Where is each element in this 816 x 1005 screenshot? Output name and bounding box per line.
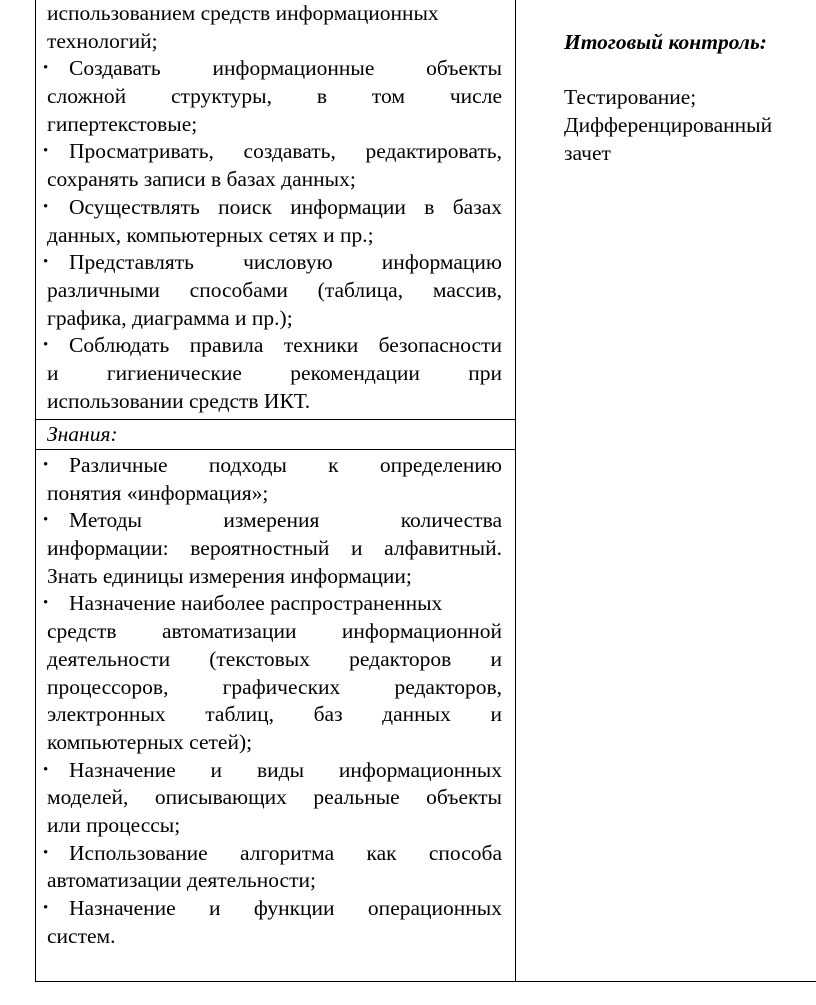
knowledge-item-2 <box>43 507 502 590</box>
row-divider-1 <box>35 419 516 420</box>
final-control-line-2: Дифференцированный <box>564 113 773 138</box>
knowledge-item-1-line-1: Различные подходы к определению <box>69 453 502 477</box>
knowledge-item-3-line-6: компьютерных сетей); <box>47 729 253 754</box>
knowledge-heading: Знания: <box>47 422 118 446</box>
skills-item-1 <box>43 55 502 138</box>
knowledge-item-4-line-3: или процессы; <box>47 812 181 837</box>
bullet-icon: • <box>43 512 49 529</box>
knowledge-item-1 <box>43 452 502 507</box>
bullet-icon: • <box>43 844 49 861</box>
bullet-icon: • <box>43 198 49 215</box>
spacer-line <box>564 57 809 85</box>
skills-item-5 <box>43 332 502 415</box>
knowledge-item-2-line-3: Знать единицы измерения информации; <box>47 563 412 588</box>
knowledge-item-4-line-1: Назначение и виды информационных <box>69 757 502 782</box>
knowledge-item-3-line-3: деятельности (текстовых редакторов и <box>47 646 502 671</box>
knowledge-item-6-line-2: систем. <box>47 923 116 948</box>
final-control-cell <box>564 29 809 167</box>
skills-item-1-line-1: Создавать информационные объекты <box>69 56 502 81</box>
bullet-icon: • <box>43 337 49 354</box>
continuation-line-1: использованием средств информационных <box>47 1 439 25</box>
knowledge-item-4 <box>43 757 502 840</box>
final-control-title: Итоговый контроль: <box>564 30 767 54</box>
bullet-icon: • <box>43 143 49 160</box>
knowledge-item-1-line-2: понятия «информация»; <box>47 480 269 505</box>
knowledge-item-3 <box>43 590 502 756</box>
knowledge-item-5-line-1: Использование алгоритма как способа <box>69 840 502 865</box>
knowledge-item-3-line-4: процессоров, графических редакторов, <box>47 674 502 699</box>
table-border-middle <box>515 0 516 982</box>
final-control-line-1: Тестирование; <box>564 85 697 110</box>
skills-item-3-line-1: Осуществлять поиск информации в базах <box>69 194 502 219</box>
bullet-icon: • <box>43 60 49 77</box>
final-control-line-3: зачет <box>564 140 611 165</box>
skills-item-4 <box>43 249 502 332</box>
knowledge-item-2-line-2: информации: вероятностный и алфавитный. <box>47 536 502 561</box>
knowledge-item-3-line-5: электронных таблиц, баз данных и <box>47 702 502 727</box>
bullet-icon: • <box>43 457 49 473</box>
skills-item-1-line-3: гипертекстовые; <box>47 111 198 136</box>
knowledge-item-6-line-1: Назначение и функции операционных <box>69 896 502 920</box>
skills-item-2-line-2: сохранять записи в базах данных; <box>47 167 356 192</box>
skills-item-3-line-2: данных, компьютерных сетях и пр.; <box>47 222 374 247</box>
table-border-bottom <box>35 981 816 982</box>
table-border-left <box>35 0 36 982</box>
skills-item-4-line-3: графика, диаграмма и пр.); <box>47 305 293 330</box>
skills-item-2 <box>43 138 502 193</box>
bullet-icon: • <box>43 595 49 612</box>
skills-cell <box>43 0 502 415</box>
skills-item-3 <box>43 194 502 249</box>
bullet-icon: • <box>43 254 49 271</box>
skills-item-2-line-1: Просматривать, создавать, редактировать, <box>69 139 502 164</box>
knowledge-item-2-line-1: Методы измерения количества <box>69 508 502 533</box>
bullet-icon: • <box>43 761 49 778</box>
continuation-line-2: технологий; <box>47 28 158 53</box>
bullet-icon: • <box>43 900 49 916</box>
skills-item-4-line-1: Представлять числовую информацию <box>69 250 502 275</box>
skills-item-5-line-2: и гигиенические рекомендации при <box>47 360 502 385</box>
knowledge-item-3-line-1: Назначение наиболее распространенных <box>69 591 443 616</box>
knowledge-item-3-line-2: средств автоматизации информационной <box>47 619 502 644</box>
knowledge-item-5 <box>43 840 502 895</box>
skills-item-5-line-3: использовании средств ИКТ. <box>47 388 311 413</box>
skills-item-1-line-2: сложной структуры, в том числе <box>47 84 502 109</box>
knowledge-item-5-line-2: автоматизации деятельности; <box>47 868 316 893</box>
row-divider-2 <box>35 449 516 450</box>
skills-item-4-line-2: различными способами (таблица, массив, <box>47 277 502 302</box>
skills-item-5-line-1: Соблюдать правила техники безопасности <box>69 333 502 358</box>
knowledge-item-4-line-2: моделей, описывающих реальные объекты <box>47 785 502 810</box>
knowledge-cell <box>43 452 502 950</box>
knowledge-item-6 <box>43 895 502 950</box>
